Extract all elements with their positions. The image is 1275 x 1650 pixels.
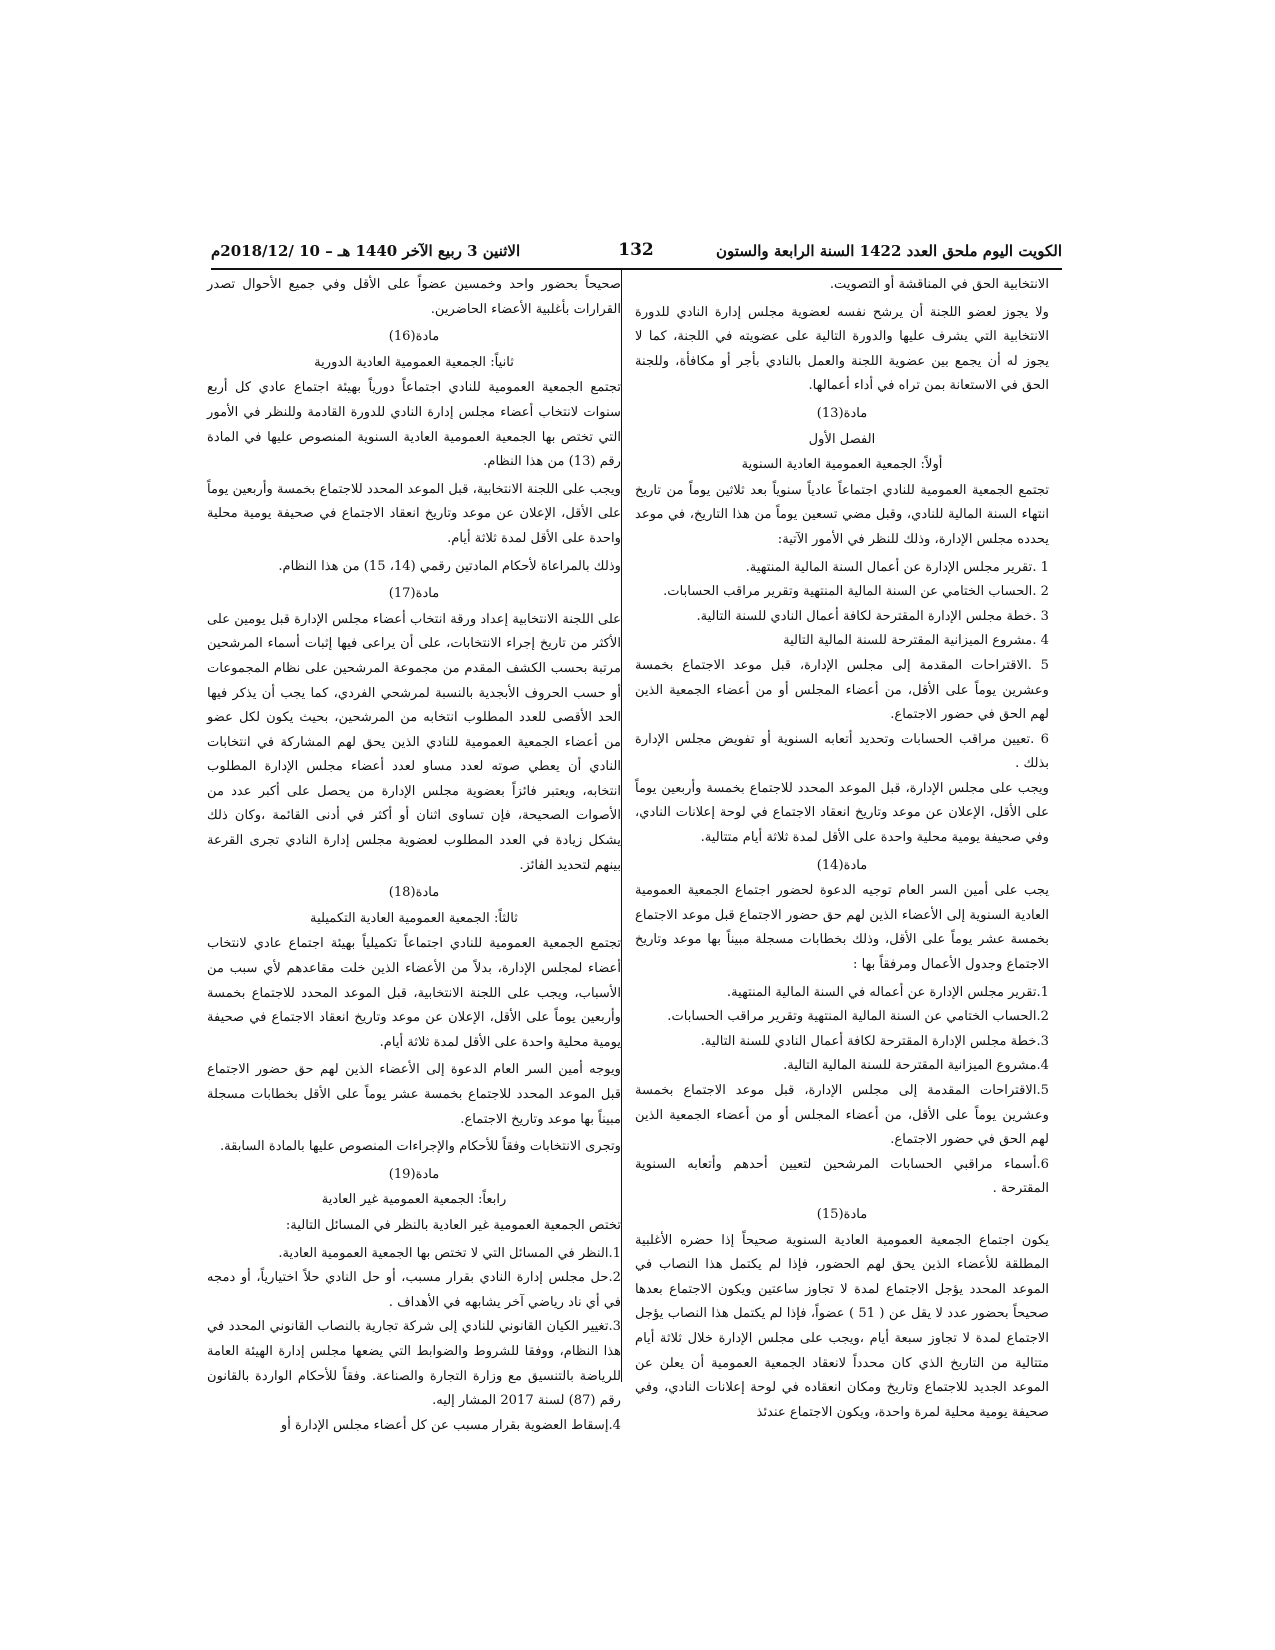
left-column: [207, 273, 621, 1433]
article-heading: مادة(15): [816, 1206, 868, 1222]
article-heading: مادة(18): [388, 885, 440, 901]
paragraph: ويوجه أمين السر العام الدعوة إلى الأعضاء الذين لهم حق حضور الاجتماع قبل الموعد المحدد للاجتماع بخمسة عشر يوماً على الأقل بخطابات مسجلة مبيناً بها موعد وتاريخ الاجتماع.: [207, 1062, 621, 1127]
article-heading: مادة(13): [816, 405, 868, 421]
paragraph: الانتخابية الحق في المناقشة أو التصويت.: [829, 277, 1049, 292]
column-divider: [621, 270, 622, 1382]
paragraph: يجب على أمين السر العام توجيه الدعوة لحضور اجتماع الجمعية العمومية العادية السنوية إلى الأعضاء الذين لهم حق حضور الاجتماع قبل موعد الاجتماع بخمسة عشر يوماً على الأقل، وذلك بخطابات مسجلة مبيناً بها موعد وتاريخ الاجتماع وجدول الأعمال ومرفقاً بها :: [635, 883, 1049, 973]
article-heading: مادة(16): [388, 329, 440, 345]
list-item: 1 .تقرير مجلس الإدارة عن أعمال السنة المالية المنتهية.: [745, 559, 1049, 575]
paragraph: تختص الجمعية العمومية غير العادية بالنظر في المسائل التالية:: [285, 1217, 621, 1233]
list-item: 1.تقرير مجلس الإدارة عن أعماله في السنة المالية المنتهية.: [726, 984, 1049, 1000]
article-heading: مادة(17): [388, 586, 440, 602]
list-item: 5.الاقتراحات المقدمة إلى مجلس الإدارة، قبل موعد الاجتماع بخمسة وعشرين يوماً على الأقل، من أعضاء المجلس أو من أعضاء الجمعية الذين لهم الحق في حضور الاجتماع.: [635, 1083, 1049, 1148]
list-item: 2.الحساب الختامي عن السنة المالية المنتهية وتقرير مراقب الحسابات.: [667, 1009, 1049, 1025]
right-column: [635, 273, 1049, 1420]
list-item: 2 .الحساب الختامي عن السنة المالية المنتهية وتقرير مراقب الحسابات.: [663, 584, 1049, 600]
paragraph: يكون اجتماع الجمعية العمومية العادية السنوية صحيحاً إذا حضره الأغلبية المطلقة للأعضاء الذين يحق لهم الحضور، فإذا لم يكتمل هذا النصاب في الموعد المحدد يؤجل الاجتماع لمدة لا تجاوز ساعتين ويكون الاجتماع بعدها صحيحاً بحضور عدد لا يقل عن ( 51 ) عضواً، فإذا لم يكتمل هذا النصاب يؤجل الاجتماع لمدة لا تجاوز سبعة أيام ،ويجب على مجلس الإدارة خلال ثلاثة أيام متتالية من التاريخ الذي كان محدداً لانعقاد الجمعية العمومية أن يعلن عن الموعد الجديد للاجتماع وتاريخ ومكان انعقاده في لوحة إعلانات النادي، وفي صحيفة يومية محلية لمرة واحدة، ويكون الاجتماع عندئذ: [635, 1232, 1049, 1420]
list-item: 5 .الاقتراحات المقدمة إلى مجلس الإدارة، قبل موعد الاجتماع بخمسة وعشرين يوماً على الأقل، من أعضاء المجلس أو من أعضاء الجمعية الذين لهم الحق في حضور الاجتماع.: [635, 657, 1049, 723]
article-heading: أولاً: الجمعية العمومية العادية السنوية: [741, 457, 943, 473]
list-item: 4.إسقاط العضوية بقرار مسبب عن كل أعضاء مجلس الإدارة أو: [280, 1417, 621, 1433]
paragraph: وتجرى الانتخابات وفقاً للأحكام والإجراءات المنصوص عليها بالمادة السابقة.: [219, 1139, 621, 1155]
article-heading: الفصل الأول: [808, 431, 876, 447]
list-item: 4 .مشروع الميزانية المقترحة للسنة المالية التالية: [783, 633, 1049, 649]
header-publication: الكويت اليوم ملحق العدد 1422 السنة الرابعة والستون: [716, 242, 1062, 260]
paragraph: ويجب على اللجنة الانتخابية، قبل الموعد المحدد للاجتماع بخمسة وأربعين يوماً على الأقل، الإعلان عن موعد وتاريخ انعقاد الاجتماع في صحيفة يومية محلية واحدة على الأقل لمدة ثلاثة أيام.: [207, 481, 621, 546]
paragraph: تجتمع الجمعية العمومية للنادي اجتماعاً عادياً سنوياً بعد ثلاثين يوماً من تاريخ انتهاء السنة المالية للنادي، وقبل مضي تسعين يوماً من هذا التاريخ، في موعد يحدده مجلس الإدارة، وذلك للنظر في الأمور الآتية:: [635, 482, 1049, 547]
article-heading: ثالثاً: الجمعية العمومية العادية التكميلية: [310, 910, 518, 926]
article-heading: ثانياً: الجمعية العمومية العادية الدورية: [314, 354, 514, 370]
list-item: 3 .خطة مجلس الإدارة المقترحة لكافة أعمال النادي للسنة التالية.: [696, 608, 1049, 624]
header-date: الاثنين 3 ربيع الآخر 1440 هـ – 10 /2018/12م: [211, 242, 521, 260]
paragraph: ويجب على مجلس الإدارة، قبل الموعد المحدد للاجتماع بخمسة وأربعين يوماً على الأقل، الإعلان عن موعد وتاريخ انعقاد الاجتماع في لوحة إعلانات النادي، وفي صحيفة يومية محلية واحدة على الأقل لمدة ثلاثة أيام متتالية.: [635, 780, 1049, 846]
list-item: 4.مشروع الميزانية المقترحة للسنة المالية التالية.: [783, 1058, 1049, 1074]
article-heading: رابعاً: الجمعية العمومية غير العادية: [321, 1192, 507, 1208]
paragraph: صحيحاً بحضور واحد وخمسين عضواً على الأقل وفي جميع الأحوال تصدر القرارات بأغلبية الأعضاء الحاضرين.: [207, 277, 621, 317]
paragraph: وذلك بالمراعاة لأحكام المادتين رقمي (14، 15) من هذا النظام.: [278, 558, 621, 574]
paragraph: على اللجنة الانتخابية إعداد ورقة انتخاب أعضاء مجلس الإدارة قبل يومين على الأكثر من تاريخ إجراء الانتخابات، على أن يراعى فيها إثبات أسماء المرشحين مرتبة بحسب الكشف المقدم من مجموعة المرشحين على نظام المجموعات أو حسب الحروف الأبجدية بالنسبة لمرشحي الفردي، كما يجب أن يذكر فيها الحد الأقصى للعدد المطلوب انتخابه من المرشحين، بحيث يكون لكل عضو من أعضاء الجمعية العمومية للنادي الذين يحق لهم المشاركة في انتخابات النادي أن يعطي صوته لعدد مساو لعدد أعضاء مجلس الإدارة المطلوب انتخابه، ويعتبر فائزاً بعضوية مجلس الإدارة من يحصل على أكبر عدد من الأصوات الصحيحة، فإن تساوى اثنان أو أكثر في أدنى القائمة ،وكان ذلك يشكل زيادة في العدد المطلوب لعضوية مجلس إدارة النادي تجرى القرعة بينهم لتحديد الفائز.: [207, 611, 621, 873]
article-heading: مادة(14): [816, 857, 868, 873]
list-item: 1.النظر في المسائل التي لا تختص بها الجمعية العمومية العادية.: [278, 1245, 621, 1261]
list-item: 6 .تعيين مراقب الحسابات وتحديد أتعابه السنوية أو تفويض مجلس الإدارة بذلك .: [635, 731, 1049, 772]
paragraph: ولا يجوز لعضو اللجنة أن يرشح نفسه لعضوية مجلس إدارة النادي للدورة الانتخابية التي يشرف عليها والدورة التالية على عضويته في اللجنة، كما لا يجوز له أن يجمع بين عضوية اللجنة والعمل بالنادي بأجر أو مكافأة، وللجنة الحق في الاستعانة بمن تراه في أداء أعمالها.: [635, 304, 1049, 394]
page-number: 132: [618, 240, 654, 260]
paragraph: تجتمع الجمعية العمومية للنادي اجتماعاً دورياً بهيئة اجتماع عادي كل أربع سنوات لانتخاب أعضاء مجلس إدارة النادي للدورة القادمة وللنظر في الأمور التي تختص بها الجمعية العمومية العادية السنوية المنصوص عليها في المادة رقم (13) من هذا النظام.: [207, 380, 621, 470]
page-header: [211, 238, 1062, 270]
article-heading: مادة(19): [388, 1166, 440, 1182]
list-item: 2.حل مجلس إدارة النادي بقرار مسبب، أو حل النادي حلاً اختيارياً، أو دمجه في أي ناد رياضي آخر يشابهه في الأهداف .: [207, 1270, 621, 1310]
list-item: 3.تغيير الكيان القانوني للنادي إلى شركة تجارية بالنصاب القانوني المحدد في هذا النظام، ووفقا للشروط والضوابط التي يضعها مجلس إدارة الهيئة العامة للرياضة بالتنسيق مع وزارة التجارة والصناعة. وفقاً للأحكام الواردة بالقانون رقم (87) لسنة 2017 المشار إليه.: [207, 1319, 621, 1409]
list-item: 3.خطة مجلس الإدارة المقترحة لكافة أعمال النادي للسنة التالية.: [700, 1033, 1049, 1049]
paragraph: تجتمع الجمعية العمومية للنادي اجتماعاً تكميلياً بهيئة اجتماع عادي لانتخاب أعضاء لمجلس الإدارة، بدلاً من الأعضاء الذين خلت مقاعدهم لأي سبب من الأسباب، ويجب على اللجنة الانتخابية، قبل الموعد المحدد للاجتماع بخمسة وأربعين يوماً على الأقل، الإعلان عن موعد وتاريخ انعقاد الاجتماع في صحيفة يومية محلية واحدة على الأقل لمدة ثلاثة أيام.: [207, 936, 621, 1050]
list-item: 6.أسماء مراقبي الحسابات المرشحين لتعيين أحدهم وأتعابه السنوية المقترحة .: [635, 1156, 1049, 1197]
